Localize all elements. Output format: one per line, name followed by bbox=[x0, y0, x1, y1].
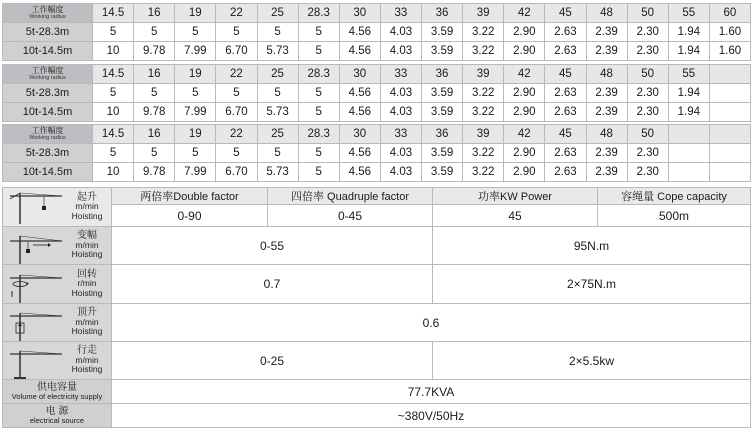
load-config-label: 10t-14.5m bbox=[3, 103, 93, 122]
hoisting-label-cell bbox=[3, 188, 112, 227]
radius-cell: 28.3 bbox=[298, 125, 339, 144]
load-value-cell: 2.90 bbox=[504, 84, 545, 103]
working-radius-en: Working radius bbox=[29, 75, 66, 81]
radius-cell: 48 bbox=[586, 4, 627, 23]
load-value-cell: 4.56 bbox=[339, 23, 380, 42]
load-value-cell: 5.73 bbox=[257, 42, 298, 61]
radius-cell: 30 bbox=[339, 65, 380, 84]
radius-cell: 42 bbox=[504, 65, 545, 84]
load-value-cell: 3.59 bbox=[422, 23, 463, 42]
load-row bbox=[3, 163, 751, 182]
hoisting-power-value: 45 bbox=[433, 205, 598, 227]
radius-cell: 30 bbox=[339, 4, 380, 23]
radius-cell: 22 bbox=[216, 4, 257, 23]
load-value-cell: 10 bbox=[93, 163, 134, 182]
load-value-cell: 3.22 bbox=[463, 144, 504, 163]
crane-hoisting-icon bbox=[6, 191, 64, 225]
radius-cell: 36 bbox=[422, 125, 463, 144]
load-value-cell: 5 bbox=[257, 23, 298, 42]
load-value-cell: 2.63 bbox=[545, 103, 586, 122]
power-source-cn: 电 源 bbox=[45, 405, 69, 417]
load-row bbox=[3, 144, 751, 163]
radius-cell: 42 bbox=[504, 4, 545, 23]
radius-cell: 14.5 bbox=[93, 125, 134, 144]
radius-cell: 33 bbox=[380, 65, 421, 84]
jacking-en: Hoisting bbox=[71, 326, 103, 337]
load-value-cell: 2.30 bbox=[627, 84, 668, 103]
travelling-speed: 0-25 bbox=[112, 342, 433, 380]
radius-cell: 14.5 bbox=[93, 65, 134, 84]
load-value-cell: 3.59 bbox=[422, 42, 463, 61]
load-value-cell: 6.70 bbox=[216, 103, 257, 122]
load-value-cell: 5 bbox=[257, 144, 298, 163]
load-value-cell: 3.22 bbox=[463, 42, 504, 61]
load-row bbox=[3, 23, 751, 42]
slewing-power: 2×75N.m bbox=[433, 265, 751, 304]
load-table-55m bbox=[2, 64, 751, 122]
travelling-label bbox=[67, 346, 107, 375]
radius-cell: 33 bbox=[380, 125, 421, 144]
load-value-cell: 1.94 bbox=[668, 103, 709, 122]
radius-cell: 50 bbox=[627, 65, 668, 84]
crane-jacking-icon bbox=[6, 311, 64, 341]
hoisting-header-row bbox=[3, 188, 751, 205]
load-value-cell: 5 bbox=[175, 144, 216, 163]
radius-cell: 55 bbox=[668, 65, 709, 84]
load-value-cell: 4.03 bbox=[380, 84, 421, 103]
working-radius-label bbox=[3, 125, 93, 144]
radius-cell: 16 bbox=[134, 4, 175, 23]
radius-header-row bbox=[3, 4, 751, 23]
load-value-cell: 4.56 bbox=[339, 163, 380, 182]
load-value-cell: 2.90 bbox=[504, 23, 545, 42]
working-radius-cn: 工作幅度 bbox=[31, 66, 64, 75]
travelling-row bbox=[3, 342, 751, 380]
load-value-cell: 3.22 bbox=[463, 163, 504, 182]
load-value-cell: 2.63 bbox=[545, 23, 586, 42]
load-value-cell: 1.60 bbox=[709, 23, 750, 42]
load-value-cell: 7.99 bbox=[175, 163, 216, 182]
load-value-cell: 3.22 bbox=[463, 84, 504, 103]
load-value-cell bbox=[709, 163, 750, 182]
load-value-cell bbox=[709, 144, 750, 163]
load-value-cell: 6.70 bbox=[216, 42, 257, 61]
load-config-label: 5t-28.3m bbox=[3, 144, 93, 163]
trolleying-en: Hoisting bbox=[71, 249, 103, 260]
load-value-cell: 2.39 bbox=[586, 23, 627, 42]
load-value-cell: 2.30 bbox=[627, 42, 668, 61]
load-value-cell: 5 bbox=[93, 23, 134, 42]
slewing-label bbox=[67, 270, 107, 299]
working-radius-en: Working radius bbox=[29, 14, 66, 20]
load-value-cell: 4.03 bbox=[380, 23, 421, 42]
load-config-label: 10t-14.5m bbox=[3, 42, 93, 61]
trolleying-speed: 0-55 bbox=[112, 227, 433, 265]
jacking-speed: 0.6 bbox=[112, 304, 751, 342]
radius-cell: 60 bbox=[709, 4, 750, 23]
load-value-cell: 2.30 bbox=[627, 103, 668, 122]
load-value-cell bbox=[668, 144, 709, 163]
slewing-unit: r/min bbox=[77, 278, 97, 289]
load-value-cell: 3.59 bbox=[422, 144, 463, 163]
radius-cell: 30 bbox=[339, 125, 380, 144]
load-value-cell: 2.39 bbox=[586, 163, 627, 182]
load-config-label: 5t-28.3m bbox=[3, 84, 93, 103]
load-value-cell: 9.78 bbox=[134, 42, 175, 61]
working-radius-en: Working radius bbox=[29, 135, 66, 141]
radius-cell: 33 bbox=[380, 4, 421, 23]
trolleying-label bbox=[67, 231, 107, 260]
load-table-50m bbox=[2, 124, 751, 182]
working-radius-cn: 工作幅度 bbox=[31, 126, 64, 135]
load-row bbox=[3, 84, 751, 103]
hoisting-unit: m/min bbox=[75, 201, 99, 212]
crane-slewing-icon bbox=[6, 273, 64, 304]
travelling-power: 2×5.5kw bbox=[433, 342, 751, 380]
trolleying-cn: 变幅 bbox=[77, 230, 97, 242]
load-config-label: 10t-14.5m bbox=[3, 163, 93, 182]
power-source-label bbox=[3, 404, 112, 428]
working-radius-cn: 工作幅度 bbox=[31, 5, 64, 14]
load-value-cell: 2.90 bbox=[504, 103, 545, 122]
slewing-label-cell bbox=[3, 265, 112, 304]
radius-cell: 50 bbox=[627, 125, 668, 144]
load-value-cell: 4.03 bbox=[380, 144, 421, 163]
load-row bbox=[3, 42, 751, 61]
radius-cell: 22 bbox=[216, 65, 257, 84]
supply-volume-row bbox=[3, 380, 751, 404]
radius-cell: 39 bbox=[463, 65, 504, 84]
load-value-cell: 9.78 bbox=[134, 103, 175, 122]
radius-cell: 36 bbox=[422, 4, 463, 23]
radius-header-row bbox=[3, 125, 751, 144]
double-factor-header: 两倍率Double factor bbox=[112, 188, 268, 205]
slewing-row bbox=[3, 265, 751, 304]
radius-cell: 48 bbox=[586, 65, 627, 84]
load-value-cell: 5 bbox=[216, 84, 257, 103]
double-factor-value: 0-90 bbox=[112, 205, 268, 227]
radius-header-row bbox=[3, 65, 751, 84]
load-value-cell: 7.99 bbox=[175, 103, 216, 122]
load-value-cell: 10 bbox=[93, 103, 134, 122]
mechanism-spec-table bbox=[2, 187, 751, 428]
load-value-cell: 5 bbox=[298, 84, 339, 103]
load-value-cell: 2.39 bbox=[586, 42, 627, 61]
load-config-label: 5t-28.3m bbox=[3, 23, 93, 42]
load-value-cell: 4.03 bbox=[380, 42, 421, 61]
load-value-cell: 6.70 bbox=[216, 163, 257, 182]
load-value-cell: 4.56 bbox=[339, 42, 380, 61]
radius-cell: 19 bbox=[175, 4, 216, 23]
load-value-cell: 2.63 bbox=[545, 144, 586, 163]
supply-volume-label bbox=[3, 380, 112, 404]
load-value-cell: 9.78 bbox=[134, 163, 175, 182]
radius-cell: 48 bbox=[586, 125, 627, 144]
travelling-en: Hoisting bbox=[71, 364, 103, 375]
load-value-cell: 5.73 bbox=[257, 103, 298, 122]
slewing-en: Hoisting bbox=[71, 287, 103, 298]
load-value-cell: 4.03 bbox=[380, 103, 421, 122]
load-value-cell: 2.63 bbox=[545, 163, 586, 182]
radius-cell: 14.5 bbox=[93, 4, 134, 23]
load-value-cell: 5 bbox=[134, 144, 175, 163]
load-value-cell: 5 bbox=[298, 42, 339, 61]
hoisting-value-row bbox=[3, 205, 751, 227]
load-value-cell: 4.03 bbox=[380, 163, 421, 182]
load-table-60m bbox=[2, 3, 751, 61]
power-header: 功率KW Power bbox=[433, 188, 598, 205]
load-value-cell: 5 bbox=[216, 23, 257, 42]
radius-cell: 39 bbox=[463, 4, 504, 23]
radius-cell: 16 bbox=[134, 125, 175, 144]
working-radius-label bbox=[3, 4, 93, 23]
quadruple-factor-value: 0-45 bbox=[268, 205, 433, 227]
load-value-cell: 5 bbox=[175, 84, 216, 103]
radius-cell: 19 bbox=[175, 65, 216, 84]
load-value-cell: 4.56 bbox=[339, 103, 380, 122]
load-value-cell: 2.39 bbox=[586, 84, 627, 103]
load-value-cell: 2.39 bbox=[586, 144, 627, 163]
load-value-cell: 5 bbox=[298, 144, 339, 163]
trolleying-row bbox=[3, 227, 751, 265]
load-value-cell: 5 bbox=[175, 23, 216, 42]
supply-volume-en: Volume of electricity supply bbox=[11, 391, 103, 401]
load-row bbox=[3, 103, 751, 122]
hoisting-label bbox=[67, 193, 107, 222]
radius-cell: 45 bbox=[545, 4, 586, 23]
hoisting-cn: 起升 bbox=[77, 191, 97, 203]
jacking-label bbox=[67, 308, 107, 337]
travelling-cn: 行走 bbox=[77, 345, 97, 357]
jacking-row bbox=[3, 304, 751, 342]
load-value-cell: 5 bbox=[93, 144, 134, 163]
trolleying-power: 95N.m bbox=[433, 227, 751, 265]
radius-cell: 45 bbox=[545, 65, 586, 84]
load-value-cell: 1.94 bbox=[668, 23, 709, 42]
load-value-cell: 2.63 bbox=[545, 42, 586, 61]
load-value-cell: 3.22 bbox=[463, 23, 504, 42]
load-value-cell: 5 bbox=[298, 23, 339, 42]
radius-cell: 55 bbox=[668, 4, 709, 23]
load-value-cell: 10 bbox=[93, 42, 134, 61]
load-value-cell: 7.99 bbox=[175, 42, 216, 61]
crane-travelling-icon bbox=[6, 349, 64, 379]
load-value-cell bbox=[709, 103, 750, 122]
radius-cell: 42 bbox=[504, 125, 545, 144]
load-value-cell: 5 bbox=[134, 23, 175, 42]
load-value-cell: 5.73 bbox=[257, 163, 298, 182]
slewing-speed: 0.7 bbox=[112, 265, 433, 304]
load-value-cell: 1.60 bbox=[709, 42, 750, 61]
rope-capacity-header: 容绳量 Cope capacity bbox=[598, 188, 751, 205]
radius-cell: 45 bbox=[545, 125, 586, 144]
hoisting-en: Hoisting bbox=[71, 210, 103, 221]
load-value-cell: 1.94 bbox=[668, 84, 709, 103]
radius-cell: 28.3 bbox=[298, 65, 339, 84]
load-value-cell: 2.30 bbox=[627, 144, 668, 163]
radius-cell: 22 bbox=[216, 125, 257, 144]
supply-volume-cn: 供电容量 bbox=[37, 381, 77, 393]
load-value-cell: 5 bbox=[298, 103, 339, 122]
load-value-cell: 2.30 bbox=[627, 23, 668, 42]
power-source-value: ~380V/50Hz bbox=[112, 404, 751, 428]
load-value-cell: 2.90 bbox=[504, 163, 545, 182]
load-value-cell bbox=[668, 163, 709, 182]
load-value-cell: 4.56 bbox=[339, 144, 380, 163]
radius-cell bbox=[709, 65, 750, 84]
radius-cell: 39 bbox=[463, 125, 504, 144]
radius-cell: 28.3 bbox=[298, 4, 339, 23]
load-value-cell: 3.59 bbox=[422, 84, 463, 103]
load-value-cell: 2.30 bbox=[627, 163, 668, 182]
travelling-label-cell bbox=[3, 342, 112, 380]
radius-cell: 36 bbox=[422, 65, 463, 84]
trolleying-label-cell bbox=[3, 227, 112, 265]
radius-cell bbox=[668, 125, 709, 144]
power-source-row bbox=[3, 404, 751, 428]
slewing-cn: 回转 bbox=[77, 268, 97, 280]
power-source-en: electrical source bbox=[29, 415, 85, 425]
load-value-cell: 3.59 bbox=[422, 163, 463, 182]
load-value-cell: 2.63 bbox=[545, 84, 586, 103]
jacking-label-cell bbox=[3, 304, 112, 342]
load-value-cell: 3.22 bbox=[463, 103, 504, 122]
trolleying-unit: m/min bbox=[75, 239, 99, 250]
working-radius-label bbox=[3, 65, 93, 84]
quadruple-factor-header: 四倍率 Quadruple factor bbox=[268, 188, 433, 205]
load-value-cell: 5 bbox=[134, 84, 175, 103]
load-value-cell: 5 bbox=[93, 84, 134, 103]
load-value-cell: 3.59 bbox=[422, 103, 463, 122]
load-value-cell: 2.90 bbox=[504, 144, 545, 163]
radius-cell: 25 bbox=[257, 4, 298, 23]
jacking-unit: m/min bbox=[75, 316, 99, 327]
load-value-cell bbox=[709, 84, 750, 103]
load-value-cell: 5 bbox=[298, 163, 339, 182]
radius-cell: 16 bbox=[134, 65, 175, 84]
load-value-cell: 5 bbox=[216, 144, 257, 163]
crane-trolley-icon bbox=[6, 234, 64, 264]
radius-cell: 25 bbox=[257, 65, 298, 84]
load-value-cell: 5 bbox=[257, 84, 298, 103]
load-value-cell: 4.56 bbox=[339, 84, 380, 103]
load-value-cell: 1.94 bbox=[668, 42, 709, 61]
radius-cell: 50 bbox=[627, 4, 668, 23]
rope-capacity-value: 500m bbox=[598, 205, 751, 227]
jacking-cn: 顶升 bbox=[77, 307, 97, 319]
load-value-cell: 2.90 bbox=[504, 42, 545, 61]
radius-cell: 19 bbox=[175, 125, 216, 144]
radius-cell: 25 bbox=[257, 125, 298, 144]
supply-volume-value: 77.7KVA bbox=[112, 380, 751, 404]
travelling-unit: m/min bbox=[75, 354, 99, 365]
load-value-cell: 2.39 bbox=[586, 103, 627, 122]
radius-cell bbox=[709, 125, 750, 144]
